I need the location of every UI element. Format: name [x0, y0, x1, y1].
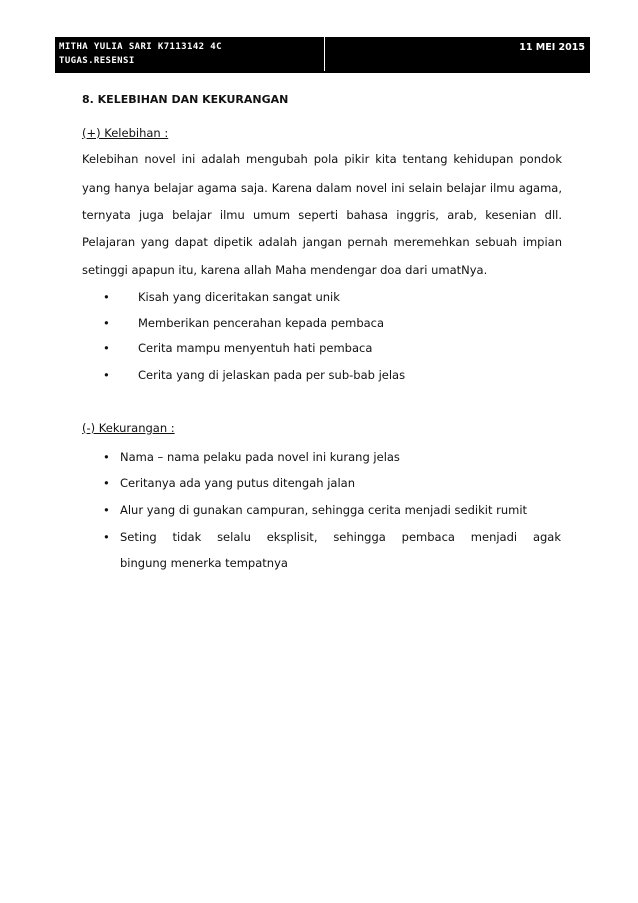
bullet-icon: •: [103, 290, 110, 304]
bullet-icon: •: [103, 341, 110, 355]
list-item-text: Nama – nama pelaku pada novel ini kurang jelas: [120, 450, 400, 464]
bullet-icon: •: [103, 530, 110, 544]
header-date: 11 MEI 2015: [519, 42, 585, 53]
list-item-text: Ceritanya ada yang putus ditengah jalan: [120, 476, 355, 490]
list-item-text: Seting tidak selalu eksplisit, sehingga pembaca menjadi agak: [120, 530, 561, 544]
list-item-text: Kisah yang diceritakan sangat unik: [138, 290, 340, 304]
bullet-icon: •: [103, 450, 110, 464]
paragraph-line: yang hanya belajar agama saja. Karena dalam novel ini selain belajar ilmu agama,: [82, 181, 562, 195]
paragraph-line: ternyata juga belajar ilmu umum seperti bahasa inggris, arab, kesenian dll.: [82, 208, 562, 222]
paragraph-line: Pelajaran yang dapat dipetik adalah jangan pernah meremehkan sebuah impian: [82, 235, 562, 249]
kekurangan-title: (-) Kekurangan :: [82, 421, 175, 435]
bullet-icon: •: [103, 503, 110, 517]
list-item-text: Alur yang di gunakan campuran, sehingga cerita menjadi sedikit rumit: [120, 503, 528, 517]
header-left-cell: [55, 37, 325, 71]
kelebihan-title: (+) Kelebihan :: [82, 126, 169, 140]
bullet-icon: •: [103, 476, 110, 490]
bullet-icon: •: [103, 316, 110, 330]
list-item-text: bingung menerka tempatnya: [120, 556, 288, 570]
paragraph-line: Kelebihan novel ini adalah mengubah pola pikir kita tentang kehidupan pondok: [82, 152, 562, 166]
list-item-text: Memberikan pencerahan kepada pembaca: [138, 316, 385, 330]
bullet-icon: •: [103, 368, 110, 382]
assignment-title: TUGAS.RESENSI: [59, 56, 135, 66]
author-line: MITHA YULIA SARI K7113142 4C: [59, 42, 222, 52]
section-heading: 8. KELEBIHAN DAN KEKURANGAN: [82, 93, 289, 106]
paragraph-line: setinggi apapun itu, karena allah Maha mendengar doa dari umatNya.: [82, 263, 488, 277]
list-item-text: Cerita mampu menyentuh hati pembaca: [138, 341, 373, 355]
page-header: [55, 37, 590, 73]
list-item-text: Cerita yang di jelaskan pada per sub-bab jelas: [138, 368, 406, 382]
